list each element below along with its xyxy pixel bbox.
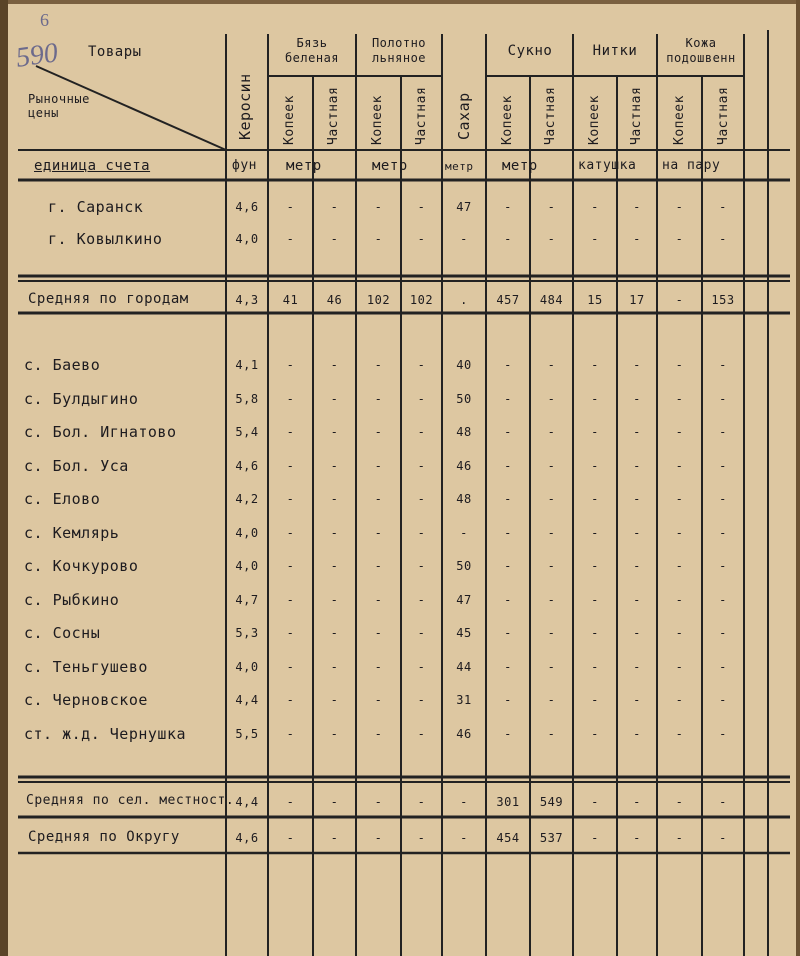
table-cell: - (330, 492, 339, 506)
table-cell: 102 (366, 293, 391, 307)
table-cell: - (633, 693, 641, 707)
table-cell: - (719, 525, 727, 540)
table-cell: 4,4 (235, 795, 259, 809)
table-cell: - (547, 592, 556, 607)
table-cell: - (719, 659, 727, 674)
table-cell: - (675, 458, 684, 473)
table-cell: - (633, 525, 641, 540)
table-cell: - (374, 559, 383, 573)
table-cell: 31 (456, 693, 472, 707)
table-cell: 41 (282, 293, 299, 307)
header-group-leather: Кожа подошвенн (666, 36, 736, 65)
table-cell: - (719, 458, 727, 473)
table-cell: - (675, 200, 684, 214)
table-cell: 40 (456, 358, 472, 372)
table-cell: - (330, 358, 339, 372)
row-label: с. Баево (24, 356, 101, 374)
row-label: с. Кемлярь (24, 523, 120, 542)
table-cell: - (286, 559, 295, 573)
table-cell: - (675, 293, 684, 307)
table-cell: - (417, 525, 426, 540)
row-label: с. Елово (24, 490, 101, 508)
table-cell: - (417, 358, 426, 372)
table-cell: 15 (587, 293, 603, 307)
table-cell: 5,5 (235, 726, 259, 741)
table-cell: - (504, 200, 512, 214)
table-cell: - (374, 458, 383, 473)
table-cell: - (330, 592, 339, 607)
table-cell: - (547, 458, 556, 473)
row-label: Средняя по Округу (28, 829, 180, 845)
table-cell: 47 (456, 200, 472, 214)
unit-sugar: метр (445, 160, 474, 173)
table-cell: - (547, 693, 556, 707)
table-cell: - (547, 200, 556, 214)
table-cell: - (286, 458, 295, 473)
header-cloth-private: Частная (543, 86, 558, 145)
table-cell: - (286, 391, 295, 406)
table-cell: - (460, 795, 468, 809)
table-cell: - (591, 200, 599, 214)
table-cell: - (591, 659, 599, 674)
row-label: с. Булдыгино (24, 389, 139, 408)
table-cell: - (330, 559, 339, 573)
table-cell: - (719, 592, 727, 607)
table-cell: - (675, 232, 684, 246)
row-label: с. Бол. Уса (24, 456, 129, 475)
table-cell: - (374, 425, 383, 439)
diagonal-header-bottom: Рыночные цены (28, 92, 90, 120)
row-label: с. Сосны (24, 624, 101, 642)
table-cell: - (719, 232, 727, 246)
table-cell: - (504, 592, 512, 607)
table-cell: - (547, 358, 556, 372)
table-cell: - (286, 626, 295, 640)
table-cell: 457 (496, 293, 520, 307)
table-cell: - (633, 559, 641, 573)
table-cell: - (417, 200, 426, 214)
row-label: г. Саранск (48, 198, 144, 216)
table-cell: - (374, 693, 383, 707)
table-cell: - (633, 232, 641, 246)
table-cell: - (547, 232, 556, 246)
table-cell: - (591, 458, 599, 473)
table-cell: - (547, 659, 556, 674)
table-cell: 46 (456, 458, 472, 473)
unit-linen: метр (372, 158, 408, 174)
table-cell: - (286, 232, 295, 246)
table-cell: - (417, 232, 426, 246)
header-calico-price: Копеек (282, 95, 297, 145)
table-cell: - (330, 232, 339, 246)
row-label: с. Бол. Игнатово (24, 423, 177, 441)
table-cell: - (286, 693, 295, 707)
table-cell: 4,4 (235, 693, 259, 707)
table-cell: 4,0 (235, 232, 259, 246)
row-label: с. Кочкурово (24, 557, 139, 575)
table-cell: - (504, 626, 512, 640)
table-cell: - (286, 592, 295, 607)
table-cell: 47 (456, 592, 472, 607)
table-cell: - (591, 693, 599, 707)
table-cell: - (417, 391, 426, 406)
table-cell: - (633, 425, 641, 439)
table-cell: - (633, 626, 641, 640)
table-cell: 5,8 (235, 391, 259, 406)
table-cell: - (374, 795, 383, 809)
table-cell: - (591, 626, 599, 640)
table-cell: - (286, 726, 295, 741)
table-cell: - (374, 831, 383, 845)
units-row-label: единица счета (34, 158, 151, 174)
table-cell: - (417, 626, 426, 640)
table-cell: - (330, 425, 339, 439)
table-cell: - (591, 391, 599, 406)
table-cell: - (330, 200, 339, 214)
table-cell: - (591, 795, 599, 809)
table-cell: - (374, 626, 383, 640)
table-cell: - (374, 358, 383, 372)
table-cell: - (547, 492, 556, 506)
row-label: с. Теньгушево (24, 657, 148, 676)
table-cell: - (330, 693, 339, 707)
table-cell: - (675, 626, 684, 640)
table-cell: - (417, 592, 426, 607)
table-cell: - (286, 358, 295, 372)
unit-leather: на пару (662, 158, 721, 173)
table-cell: 484 (539, 293, 564, 307)
table-cell: - (719, 795, 727, 809)
row-label: Средняя по сел. местност. (26, 793, 235, 808)
header-group-thread: Нитки (592, 43, 638, 59)
table-cell: - (633, 831, 641, 845)
table-cell: - (675, 525, 684, 540)
table-cell: - (719, 200, 727, 214)
table-cell: 50 (456, 559, 472, 573)
table-cell: - (417, 726, 426, 741)
table-cell: - (675, 726, 684, 741)
row-label: ст. ж.д. Чернушка (24, 724, 187, 743)
table-cell: - (460, 525, 468, 540)
table-cell: - (330, 795, 339, 809)
table-cell: - (591, 525, 599, 540)
table-cell: - (504, 358, 512, 372)
table-cell: - (330, 525, 339, 540)
header-group-linen: Полотно льняное (371, 36, 427, 65)
table-cell: - (633, 391, 641, 406)
unit-thread: катушка (578, 158, 637, 173)
table-cell: 45 (456, 626, 472, 640)
table-cell: - (374, 592, 383, 607)
table-cell: 301 (496, 795, 520, 809)
table-cell: - (719, 559, 727, 573)
table-cell: - (330, 458, 339, 473)
diagonal-header-top: Товары (88, 44, 142, 60)
header-calico-private: Частная (326, 86, 341, 145)
table-cell: - (417, 559, 426, 573)
table-cell: - (675, 425, 684, 439)
table-cell: - (374, 232, 383, 246)
header-thread-private: Частная (629, 86, 644, 145)
header-linen-price: Копеек (370, 95, 385, 145)
table-cell: 102 (409, 293, 434, 307)
table-cell: 4,0 (235, 559, 259, 573)
table-cell: - (286, 492, 295, 506)
table-cell: - (504, 425, 512, 439)
table-cell: - (417, 492, 426, 506)
table-cell: - (719, 391, 727, 406)
table-cell: - (547, 726, 556, 741)
table-cell: - (547, 559, 556, 573)
table-cell: - (286, 425, 295, 439)
table-cell: 4,3 (235, 293, 259, 307)
table-cell: - (547, 425, 556, 439)
table-cell: - (591, 425, 599, 439)
table-cell: - (417, 831, 426, 845)
table-cell: - (591, 831, 599, 845)
table-cell: - (286, 831, 295, 845)
margin-note: 590 (13, 37, 60, 74)
table-cell: - (719, 693, 727, 707)
table-cell: - (374, 200, 383, 214)
table-cell: 4,6 (235, 200, 259, 214)
table-cell: - (374, 492, 383, 506)
table-cell: - (417, 795, 426, 809)
table-cell: - (504, 458, 512, 473)
table-cell: - (719, 358, 727, 372)
header-group-calico: Бязь беленая (284, 36, 340, 65)
header-linen-private: Частная (414, 86, 429, 145)
table-cell: - (330, 659, 339, 674)
table-cell: - (633, 659, 641, 674)
table-cell: - (675, 592, 684, 607)
table-cell: - (547, 391, 556, 406)
table-cell: - (547, 626, 556, 640)
table-cell: 4,1 (235, 358, 259, 372)
table-cell: - (675, 391, 684, 406)
table-cell: - (286, 525, 295, 540)
table-cell: - (719, 626, 727, 640)
header-kerosene: Керосин (236, 73, 254, 140)
table-cell: 5,3 (235, 626, 259, 640)
table-cell: 46 (456, 726, 472, 741)
table-cell: - (591, 358, 599, 372)
table-cell: 4,0 (235, 525, 259, 540)
unit-kerosene: фун (232, 158, 257, 173)
table-cell: - (374, 726, 383, 741)
table-cell: - (591, 232, 599, 246)
table-cell: - (417, 458, 426, 473)
table-cell: 537 (539, 831, 564, 845)
table-cell: - (633, 200, 641, 214)
table-cell: - (504, 391, 512, 406)
table-cell: - (504, 693, 512, 707)
table-cell: - (591, 726, 599, 741)
table-cell: 5,4 (235, 425, 259, 439)
table-cell: - (591, 559, 599, 573)
table-cell: 4,6 (235, 831, 259, 845)
table-cell: 48 (456, 425, 472, 439)
row-label: с. Черновское (24, 691, 148, 709)
table-cell: - (633, 492, 641, 506)
table-cell: - (286, 795, 295, 809)
margin-note-small: 6 (40, 10, 49, 30)
table-cell: - (547, 525, 556, 540)
header-leather-private: Частная (716, 86, 731, 145)
table-cell: 4,6 (235, 458, 259, 473)
table-cell: 549 (539, 795, 564, 809)
table-cell: - (460, 831, 468, 845)
table-cell: - (675, 659, 684, 674)
table-cell: - (504, 726, 512, 741)
header-sugar: Сахар (455, 92, 473, 140)
table-cell: - (286, 659, 295, 674)
table-cell: - (417, 425, 426, 439)
header-leather-price: Копеек (672, 95, 687, 145)
table-cell: - (374, 659, 383, 674)
table-cell: - (417, 693, 426, 707)
table-cell: - (719, 492, 727, 506)
table-cell: - (504, 492, 512, 506)
table-cell: - (374, 391, 383, 406)
table-cell: - (675, 358, 684, 372)
table-cell: - (374, 525, 383, 540)
unit-calico: метр (286, 158, 322, 174)
table-cell: 4,0 (235, 659, 259, 674)
table-cell: - (675, 492, 684, 506)
table-cell: 454 (496, 831, 520, 845)
table-cell: - (719, 425, 727, 439)
table-cell: - (330, 626, 339, 640)
table-cell: 44 (456, 659, 472, 674)
table-cell: - (504, 525, 512, 540)
table-cell: 17 (629, 293, 645, 307)
table-cell: 50 (456, 391, 472, 406)
table-cell: - (504, 559, 512, 573)
header-thread-price: Копеек (587, 95, 602, 145)
table-cell: 153 (711, 293, 735, 307)
table-cell: - (330, 726, 339, 741)
table-cell: - (633, 795, 641, 809)
table-cell: - (675, 693, 684, 707)
table-cell: - (504, 659, 512, 674)
table-cell: - (417, 659, 426, 674)
table-cell: - (719, 831, 727, 845)
row-label: Средняя по городам (28, 291, 189, 307)
row-label: с. Рыбкино (24, 590, 120, 609)
table-cell: - (504, 232, 512, 246)
table-cell: 4,2 (235, 492, 259, 506)
table-cell: 46 (326, 293, 343, 307)
header-group-cloth: Сукно (507, 43, 553, 59)
table-cell: - (633, 592, 641, 607)
table-cell: - (330, 391, 339, 406)
table-cell: - (675, 795, 684, 809)
table-cell: - (330, 831, 339, 845)
table-cell: - (675, 831, 684, 845)
table-cell: - (633, 726, 641, 741)
table-cell: 4,7 (235, 592, 259, 607)
table-cell: - (286, 200, 295, 214)
unit-cloth: метр (502, 158, 538, 174)
table-cell: - (633, 358, 641, 372)
header-cloth-price: Копеек (500, 95, 515, 145)
table-cell: - (719, 726, 727, 741)
table-cell: - (633, 458, 641, 473)
table-cell: - (675, 559, 684, 573)
table-cell: . (460, 293, 468, 307)
row-label: г. Ковылкино (48, 230, 163, 248)
table-cell: 48 (456, 492, 472, 506)
table-cell: - (591, 592, 599, 607)
table-cell: - (591, 492, 599, 506)
table-cell: - (460, 232, 468, 246)
